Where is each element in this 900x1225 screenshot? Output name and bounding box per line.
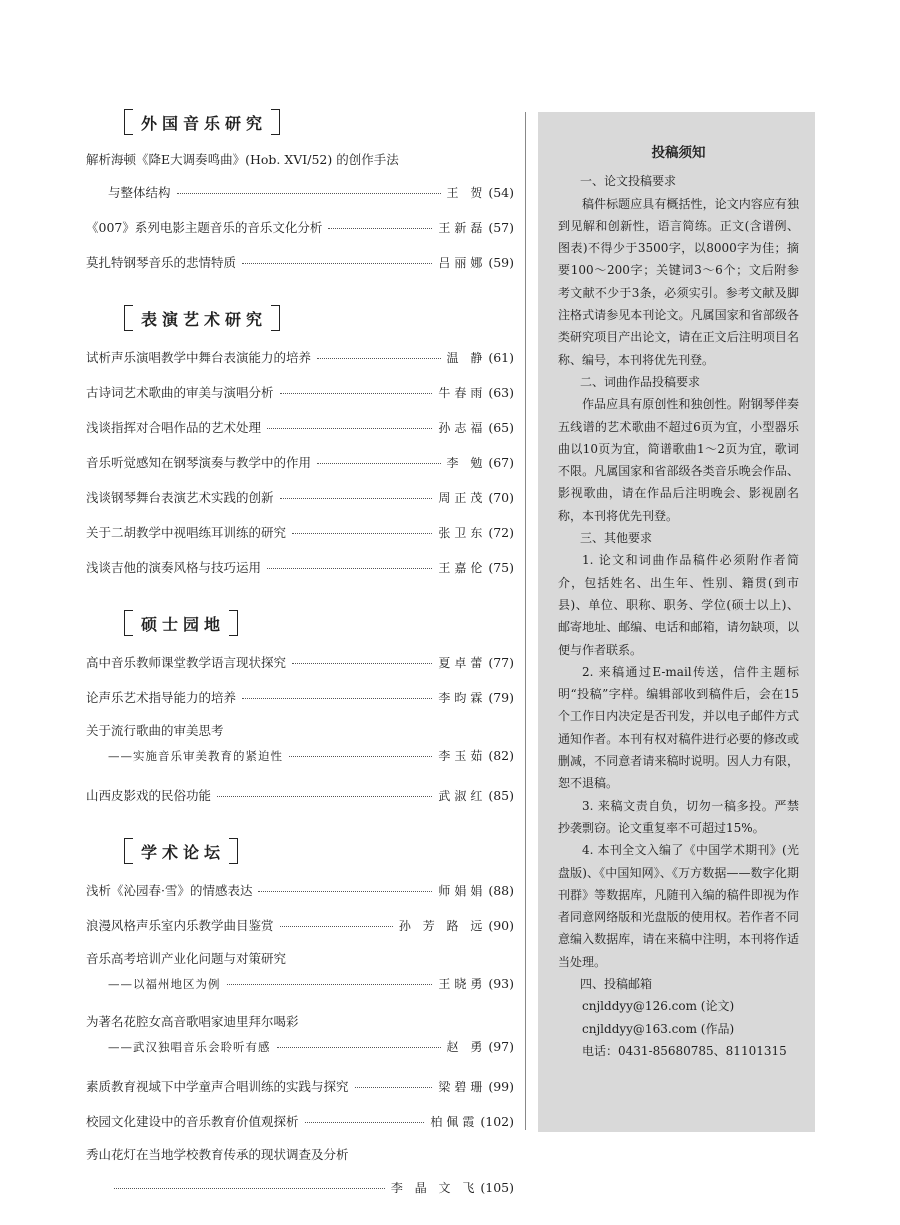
leader-dots [292,533,432,534]
entry-author: 王晓勇 [438,977,487,991]
toc-entry[interactable] [86,144,514,210]
entry-author: 梁碧珊 [438,1080,487,1094]
entry-subtitle: ——以福州地区为例 [108,977,221,991]
toc-entry[interactable] [86,245,514,280]
toc-entry[interactable] [86,645,514,680]
bracket-left [124,838,133,864]
leader-dots [280,393,433,394]
notice-heading-2: 二、词曲作品投稿要求 [580,374,701,389]
toc-entry[interactable] [86,340,514,375]
entry-subtitle: ——武汉独唱音乐会聆听有感 [108,1040,271,1054]
entry-page: (72) [488,525,514,540]
bracket-left [124,610,133,636]
entry-title: 为著名花腔女高音歌唱家迪里拜尔喝彩 [86,1014,299,1029]
entry-author: 柏佩霞 [430,1115,479,1129]
section-title: 表演艺术研究 [141,309,268,329]
toc-entry[interactable] [86,1069,514,1104]
entry-author: 李 晶 文 飞 [390,1181,479,1195]
entry-page: (61) [488,350,514,365]
section-title: 学术论坛 [141,842,226,862]
toc-section [86,104,514,280]
leader-dots [328,228,432,229]
submission-notice-box [538,112,815,1132]
entry-author: 李 勉 [446,456,487,470]
leader-dots [242,698,432,699]
entry-page: (70) [488,490,514,505]
entry-page: (93) [488,976,514,991]
entry-page: (90) [488,918,514,933]
entry-author: 温 静 [446,351,487,365]
email-works[interactable]: cnjlddyy@163.com (作品) [582,1021,735,1036]
bracket-right [229,838,238,864]
toc-entry[interactable] [86,778,514,813]
toc-section [86,833,514,1205]
entry-title: 浅析《沁园春·雪》的情感表达 [86,883,253,898]
entry-author: 武淑红 [438,789,487,803]
entry-author: 王新磊 [438,221,487,235]
column-divider [525,112,526,1130]
table-of-contents [86,104,514,1225]
phone-number: 电话：0431-85680785、81101315 [582,1043,787,1058]
entry-author: 张卫东 [438,526,487,540]
toc-entry[interactable] [86,550,514,585]
entry-author: 赵 勇 [446,1040,487,1054]
entry-page: (54) [488,185,514,200]
section-header [124,300,280,336]
entry-page: (88) [488,883,514,898]
bracket-right [229,610,238,636]
section-header [124,104,280,140]
notice-item: 3. 来稿文责自负，切勿一稿多投。严禁抄袭剽窃。论文重复率不可超过15%。 [558,798,799,835]
toc-entry[interactable] [86,1104,514,1139]
leader-dots [289,756,432,757]
entry-title: 关于流行歌曲的审美思考 [86,723,224,738]
section-title: 硕士园地 [141,614,226,634]
entry-title: 莫扎特钢琴音乐的悲情特质 [86,255,237,270]
toc-entry[interactable] [86,410,514,445]
leader-dots [177,193,441,194]
entry-title: 浅谈指挥对合唱作品的艺术处理 [86,420,262,435]
entry-page: (82) [488,748,514,763]
entry-subtitle: ——实施音乐审美教育的紧迫性 [108,749,283,763]
notice-title: 投稿须知 [651,145,706,161]
toc-entry[interactable] [86,680,514,715]
entry-title: 音乐高考培训产业化问题与对策研究 [86,951,287,966]
notice-item: 4. 本刊全文入编了《中国学术期刊》(光盘版)、《中国知网》、《万方数据——数字化期刊群》等数据库，凡随刊入编的稿件即视为作者同意网络版和光盘版的使用权。若作者不同意编入数据库，请在来稿中注明，本刊将作适当处理。 [558,843,799,969]
entry-page: (105) [480,1180,514,1195]
entry-title: 关于二胡教学中视唱练耳训练的研究 [86,525,287,540]
entry-page: (65) [488,420,514,435]
section-title: 外国音乐研究 [141,113,268,133]
notice-paragraph-2: 作品应具有原创性和独创性。附钢琴伴奏五线谱的艺术歌曲不超过6页为宜，小型器乐曲以10页为宜，简谱歌曲1～2页为宜，歌词不限。凡属国家和省部级各类音乐晚会作品、影视歌曲，请在作品后注明晚会、影视剧名称，本刊将优先刊登。 [558,397,799,523]
toc-section [86,300,514,585]
entry-author: 王嘉伦 [438,561,487,575]
notice-heading-1: 一、论文投稿要求 [580,174,677,189]
toc-section [86,605,514,813]
entry-title: 论声乐艺术指导能力的培养 [86,690,237,705]
entry-author: 孙志福 [438,421,487,435]
entry-author: 牛春雨 [438,386,487,400]
bracket-right [271,109,280,135]
entry-page: (85) [488,788,514,803]
entry-title: 《007》系列电影主题音乐的音乐文化分析 [86,220,323,235]
section-header [124,833,238,869]
entry-title: 山西皮影戏的民俗功能 [86,788,212,803]
toc-entry[interactable] [86,715,514,766]
leader-dots [242,263,432,264]
toc-entry[interactable] [86,445,514,480]
entry-title: 浅谈钢琴舞台表演艺术实践的创新 [86,490,274,505]
leader-dots [277,1047,441,1048]
entry-author: 李玉茹 [438,749,487,763]
email-articles[interactable]: cnjlddyy@126.com (论文) [582,999,735,1014]
bracket-left [124,109,133,135]
entry-title: 校园文化建设中的音乐教育价值观探析 [86,1114,299,1129]
leader-dots [317,358,440,359]
entry-page: (77) [488,655,514,670]
entry-title: 秀山花灯在当地学校教育传承的现状调查及分析 [86,1147,349,1162]
entry-page: (99) [488,1079,514,1094]
entry-title: 解析海顿《降E大调奏鸣曲》(Hob. XVI/52) 的创作手法 [86,152,399,167]
entry-author: 李昀霖 [438,691,487,705]
toc-entry[interactable] [86,375,514,410]
entry-title-cont: 与整体结构 [108,185,171,200]
notice-heading-3: 三、其他要求 [580,531,653,546]
entry-page: (75) [488,560,514,575]
entry-page: (79) [488,690,514,705]
section-header [124,605,238,641]
notice-item: 2. 来稿通过E-mail传送，信件主题标明“投稿”字样。编辑部收到稿件后，会在15个工作日内决定是否刊发，并以电子邮件方式通知作者。本刊有权对稿件进行必要的修改或删减，不同意者请来稿时说明。因人力有限，恕不退稿。 [558,664,799,791]
entry-title: 素质教育视域下中学童声合唱训练的实践与探究 [86,1079,349,1094]
entry-author: 王 贺 [446,186,487,200]
leader-dots [292,663,432,664]
leader-dots [317,463,440,464]
entry-author: 师娟娟 [438,884,487,898]
notice-paragraph-1: 稿件标题应具有概括性，论文内容应有独到见解和创新性，语言简练。正文(含谱例、图表)不得少于3500字，以8000字为佳；摘要100～200字；关键词3～6个；文后附参考文献不少于3条，必须实引。参考文献及脚注格式请参见本刊论文。凡属国家和省部级各类研究项目产出论文，请在正文后注明项目名称、编号，本刊将优先刊登。 [558,196,799,367]
leader-dots [258,891,432,892]
toc-entry[interactable] [86,210,514,245]
entry-title: 音乐听觉感知在钢琴演奏与教学中的作用 [86,455,312,470]
entry-author: 周正茂 [438,491,487,505]
leader-dots [305,1122,425,1123]
entry-title: 浪漫风格声乐室内乐教学曲目鉴赏 [86,918,274,933]
entry-author: 孙 芳 路 远 [398,919,487,933]
toc-entry[interactable] [86,480,514,515]
leader-dots [114,1188,385,1189]
entry-author: 吕丽娜 [438,256,487,270]
entry-page: (102) [480,1114,514,1129]
entry-page: (67) [488,455,514,470]
bracket-left [124,305,133,331]
toc-entry[interactable] [86,873,514,908]
notice-heading-4: 四、投稿邮箱 [580,976,653,991]
leader-dots [280,498,433,499]
toc-entry[interactable] [86,1139,514,1205]
leader-dots [217,796,432,797]
toc-entry[interactable] [86,908,514,943]
toc-entry[interactable] [86,1006,514,1057]
entry-page: (59) [488,255,514,270]
entry-author: 夏卓蕾 [438,656,487,670]
leader-dots [280,926,393,927]
leader-dots [267,428,432,429]
toc-entry[interactable] [86,515,514,550]
toc-entry[interactable] [86,943,514,994]
notice-item: 1. 论文和词曲作品稿件必须附作者简介，包括姓名、出生年、性别、籍贯(到市县)、单位、职称、职务、学位(硕士以上)、邮寄地址、邮编、电话和邮箱，请勿缺项，以便与作者联系。 [558,553,799,657]
entry-title: 高中音乐教师课堂教学语言现状探究 [86,655,287,670]
entry-title: 古诗词艺术歌曲的审美与演唱分析 [86,385,274,400]
leader-dots [227,984,433,985]
entry-page: (57) [488,220,514,235]
entry-title: 试析声乐演唱教学中舞台表演能力的培养 [86,350,312,365]
leader-dots [355,1087,433,1088]
bracket-right [271,305,280,331]
leader-dots [267,568,432,569]
entry-title: 浅谈吉他的演奏风格与技巧运用 [86,560,262,575]
entry-page: (63) [488,385,514,400]
entry-page: (97) [488,1039,514,1054]
